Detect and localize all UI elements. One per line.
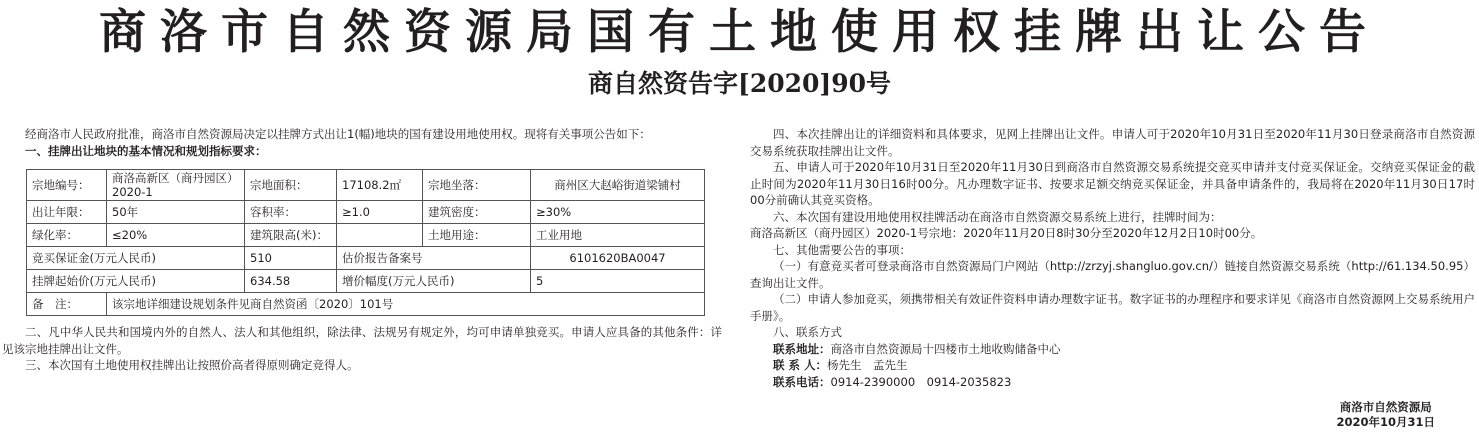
term-label: 出让年限：	[27, 201, 107, 224]
parcel-location-value: 商州区大赵峪街道梁铺村	[531, 170, 705, 201]
table-row	[27, 270, 705, 293]
plot-ratio-label: 容积率：	[245, 201, 337, 224]
section5-paragraph: 五、申请人可于2020年10月31日至2020年11月30日到商洛市自然资源交易系统提交竞买申请并支付竞买保证金。交纳竞买保证金的截止时间为2020年11月30日16时00分。凡办理数字证书、按要求足额交纳竞买保证金，并具备申请条件的，我局将在2020年11月30日17时00分前确认其竞买资格。	[750, 160, 1475, 207]
increment-label: 增价幅度(万元人民币)	[337, 270, 531, 293]
parcel-area-label: 宗地面积：	[245, 170, 337, 201]
intro-paragraph: 经商洛市人民政府批准，商洛市自然资源局决定以挂牌方式出让1(幅)地块的国有建设用地使用权。现将有关事项公告如下：	[25, 127, 651, 141]
table-row	[27, 170, 705, 201]
remarks-value: 该宗地详细建设规划条件见商自然资函〔2020〕101号	[107, 293, 705, 316]
starting-price-label: 挂牌起始价(万元人民币)	[27, 270, 245, 293]
section4-paragraph: 四、本次挂牌出让的详细资料和具体要求，见网上挂牌出让文件。申请人可于2020年10月31日至2020年11月30日登录商洛市自然资源交易系统获取挂牌出让文件。	[750, 127, 1475, 158]
contact-person	[750, 357, 1475, 374]
building-density-value: ≥30%	[531, 201, 705, 224]
building-density-label: 建筑密度：	[423, 201, 531, 224]
contact-person-value: 杨先生 孟先生	[827, 358, 908, 372]
section6-paragraph: 六、本次国有建设用地使用权挂牌活动在商洛市自然资源交易系统上进行，挂牌时间为：	[773, 209, 1222, 224]
height-limit-label: 建筑限高(米)：	[245, 224, 337, 247]
section8-heading: 八、联系方式	[773, 325, 842, 339]
parcel-number-label: 宗地编号：	[27, 170, 107, 201]
document-number: 商自然资告字[2020]90号	[587, 69, 892, 98]
table-row	[27, 224, 705, 247]
section6-detail: 商洛高新区（商丹园区）2020-1号宗地：2020年11月20日8时30分至2020年12月2日10时00分。	[750, 226, 1263, 240]
table-row	[27, 293, 705, 316]
right-column	[750, 126, 1475, 390]
deposit-value: 510	[245, 247, 337, 270]
section1-heading: 一、挂牌出让地块的基本情况和规划指标要求：	[25, 143, 267, 158]
green-rate-value: ≤20%	[107, 224, 245, 247]
notice-title: 商洛市自然资源局国有土地使用权挂牌出让公告	[99, 5, 1380, 60]
parcel-area-value: 17108.2㎡	[337, 170, 423, 201]
section7-heading: 七、其他需要公告的事项：	[773, 242, 911, 257]
contact-phone-value: 0914-2390000 0914-2035823	[830, 374, 1012, 389]
section2-paragraph: 二、凡中华人民共和国境内外的自然人、法人和其他组织，除法律、法规另有规定外，均可申请单独竞买。申请人应具备的其他条件：详见该宗地挂牌出让文件。	[2, 325, 722, 356]
parcel-number-value: 商洛高新区（商丹园区）2020-1	[107, 170, 245, 201]
appraisal-label: 估价报告备案号	[337, 247, 531, 270]
green-rate-label: 绿化率：	[27, 224, 107, 247]
deposit-label: 竞买保证金(万元人民币)	[27, 247, 245, 270]
contact-person-label: 联 系 人：	[773, 358, 828, 372]
plot-ratio-value: ≥1.0	[337, 201, 423, 224]
section3-paragraph: 三、本次国有土地使用权挂牌出让按照价高者得原则确定竞得人。	[25, 358, 359, 372]
height-limit-value	[337, 224, 423, 247]
contact-address	[750, 341, 1475, 358]
issue-date: 2020年10月31日	[1336, 415, 1435, 429]
section7-item-a: （一）有意竞买者可登录商洛市自然资源局门户网站（http://zrzyj.shangluo.gov.cn/）链接自然资源交易系统（http://61.134.50.95）查询出让文件。	[750, 259, 1475, 290]
contact-phone-label: 联系电话：	[773, 374, 831, 389]
issuing-organization: 商洛市自然资源局	[1339, 400, 1432, 414]
land-use-label: 土地用途：	[423, 224, 531, 247]
land-use-value: 工业用地	[531, 224, 705, 247]
section7-item-b: （二）申请人参加竞买，须携带相关有效证件资料申请办理数字证书。数字证书的办理程序和要求详见《商洛市自然资源网上交易系统用户手册》。	[750, 292, 1475, 323]
remarks-label: 备 注：	[27, 293, 107, 316]
contact-address-label: 联系地址：	[773, 341, 831, 356]
signature-block	[1336, 400, 1435, 430]
table-row	[27, 201, 705, 224]
increment-value: 5	[531, 270, 705, 293]
contact-phone	[750, 374, 1475, 391]
contact-address-value: 商洛市自然资源局十四楼市土地收购储备中心	[830, 341, 1061, 356]
land-parcel-table	[26, 169, 705, 316]
appraisal-value: 6101620BA0047	[531, 247, 705, 270]
starting-price-value: 634.58	[245, 270, 337, 293]
left-column	[2, 126, 722, 374]
table-row	[27, 247, 705, 270]
parcel-location-label: 宗地坐落：	[423, 170, 531, 201]
term-value: 50年	[107, 201, 245, 224]
